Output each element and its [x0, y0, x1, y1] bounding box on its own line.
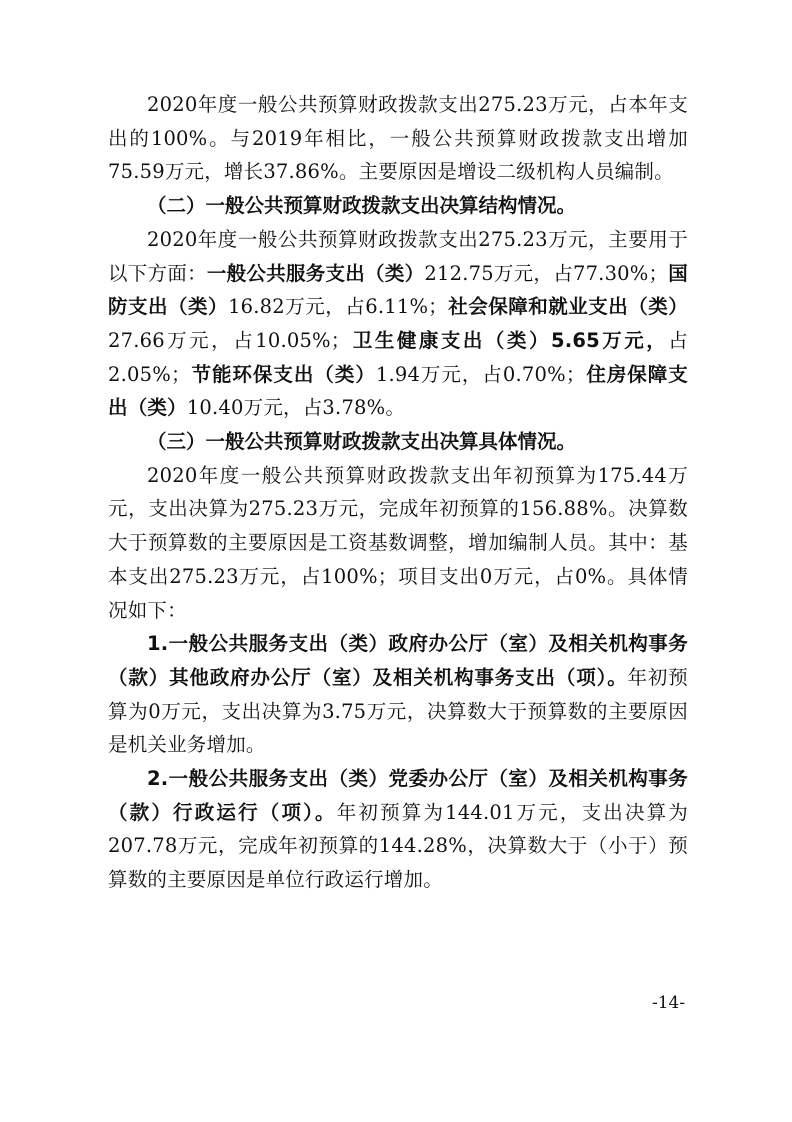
item-housing-label: 住房保障支出（类）: [108, 362, 688, 420]
item-2-label: 2.一般公共服务支出（类）党委办公厅（室）及相关机构事务（款）行政运行（项）。: [108, 767, 688, 824]
item-social-security-label: 社会保障和就业支出（类）: [447, 295, 689, 319]
document-body: [108, 88, 688, 897]
section-heading-structure: （二）一般公共预算财政拨款支出决算结构情况。: [147, 194, 577, 218]
item-general-public-services-label: 一般公共服务支出（类）: [206, 261, 425, 285]
item-energy-environment-label: 节能环保支出（类）: [190, 362, 376, 386]
structure-intro: 2020年度一般公共预算财政拨款支出275.23万元，主要用于以下方面：: [108, 227, 688, 285]
item-energy-environment-value: 1.94万元，占0.70%；: [375, 362, 586, 386]
item-2-text: 年初预算为144.01万元，支出决算为207.78万元，完成年初预算的144.28%，决算数大于（小于）预算数的主要原因是单位行政运行增加。: [108, 800, 689, 892]
page-number: -14-: [652, 993, 686, 1013]
item-health-label: 卫生健康支出（类）5.65万元，: [350, 328, 669, 352]
item-general-public-services-value: 212.75万元，占77.30%；: [424, 261, 669, 285]
section-heading-details: （三）一般公共预算财政拨款支出决算具体情况。: [147, 430, 577, 454]
item-1-label: 1.一般公共服务支出（类）政府办公厅（室）及相关机构事务（款）其他政府办公厅（室）及相关机构事务支出（项）。: [108, 632, 688, 689]
item-housing-value: 10.40万元，占3.78%。: [186, 396, 406, 420]
paragraph-item-1: [108, 627, 688, 762]
paragraph-expenditure-summary: 2020年度一般公共预算财政拨款支出275.23万元，占本年支出的100%。与2019年相比，一般公共预算财政拨款支出增加75.59万元，增长37.86%。主要原因是增设二级机构人员编制。: [108, 93, 688, 184]
paragraph-item-2: [108, 762, 688, 897]
item-national-defense-value: 16.82万元，占6.11%；: [228, 295, 448, 319]
item-health-value: 占2.05%；: [108, 328, 688, 386]
paragraph-expenditure-details: 2020年度一般公共预算财政拨款支出年初预算为175.44万元，支出决算为275.23万元，完成年初预算的156.88%。决算数大于预算数的主要原因是工资基数调整，增加编制人员。其中：基本支出275.23万元，占100%；项目支出0万元，占0%。具体情况如下：: [108, 463, 688, 622]
item-1-text: 年初预算为0万元，支出决算为3.75万元，决算数大于预算数的主要原因是机关业务增加。: [108, 665, 688, 757]
paragraph-expenditure-structure: [108, 223, 688, 425]
item-social-security-value: 27.66万元，占10.05%；: [108, 328, 351, 352]
item-national-defense-label: 国防支出（类）: [108, 261, 689, 319]
